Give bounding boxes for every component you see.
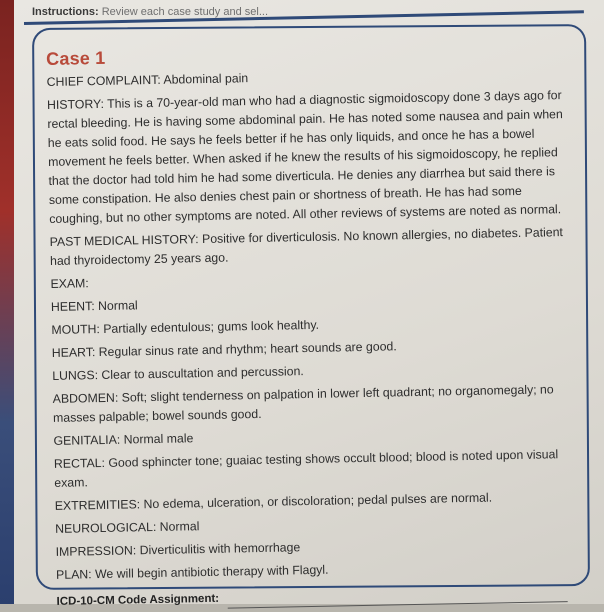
code-assignment-blank[interactable] (227, 587, 567, 609)
instructions-line (32, 6, 268, 18)
neurological: NEUROLOGICAL: Normal (55, 519, 200, 536)
impression: IMPRESSION: Diverticulitis with hemorrhage (55, 540, 301, 559)
mouth: MOUTH: Partially edentulous; gums look healthy. (51, 317, 320, 337)
past-medical-history: PAST MEDICAL HISTORY: Positive for diverticulosis. No known allergies, no diabetes. Patient had thyroidectomy 25 years ago. (49, 225, 564, 268)
code-assignment (56, 583, 576, 612)
abdomen: ABDOMEN: Soft; slight tenderness on palpation in lower left quadrant; no organomegaly; no masses palpable; bowel sounds good. (52, 382, 554, 425)
genitalia: GENITALIA: Normal male (53, 431, 194, 448)
exam-heading: EXAM: (50, 276, 89, 291)
code-assignment-label: ICD-10-CM Code Assignment: (56, 592, 220, 608)
rectal: RECTAL: Good sphincter tone; guaiac testing shows occult blood; blood is noted upon visual exam. (53, 447, 559, 490)
case-content (46, 40, 577, 612)
heent: HEENT: Normal (50, 298, 138, 314)
instructions-label: Instructions: (32, 6, 99, 18)
plan: PLAN: We will begin antibiotic therapy with Flagyl. (55, 562, 329, 582)
history: HISTORY: This is a 70-year-old man who had a diagnostic sigmoidoscopy done 3 days ago for rectal bleeding. He is having some abdominal pain. He has noted some nausea and pain when he eats solid food. He says he feels better if he has only liquids, and once he has a bowel movement he feels better. When asked if he knew the results of his sigmoidoscopy, he replied that the doctor had told him he had some diverticula. He denies any diarrhea but said there is some constipation. He also denies chest pain or shortness of breath. He has had some coughing, but no other symptoms are noted. All other reviews of systems are noted as normal. (46, 88, 563, 226)
instructions-text: Review each case study and sel... (101, 6, 268, 18)
case-title: Case 1 (45, 47, 106, 69)
lungs: LUNGS: Clear to auscultation and percussion. (52, 364, 304, 383)
extremities: EXTREMITIES: No edema, ulceration, or discoloration; pedal pulses are normal. (54, 490, 493, 513)
heart: HEART: Regular sinus rate and rhythm; heart sounds are good. (51, 339, 397, 360)
chief-complaint: CHIEF COMPLAINT: Abdominal pain (46, 71, 249, 89)
